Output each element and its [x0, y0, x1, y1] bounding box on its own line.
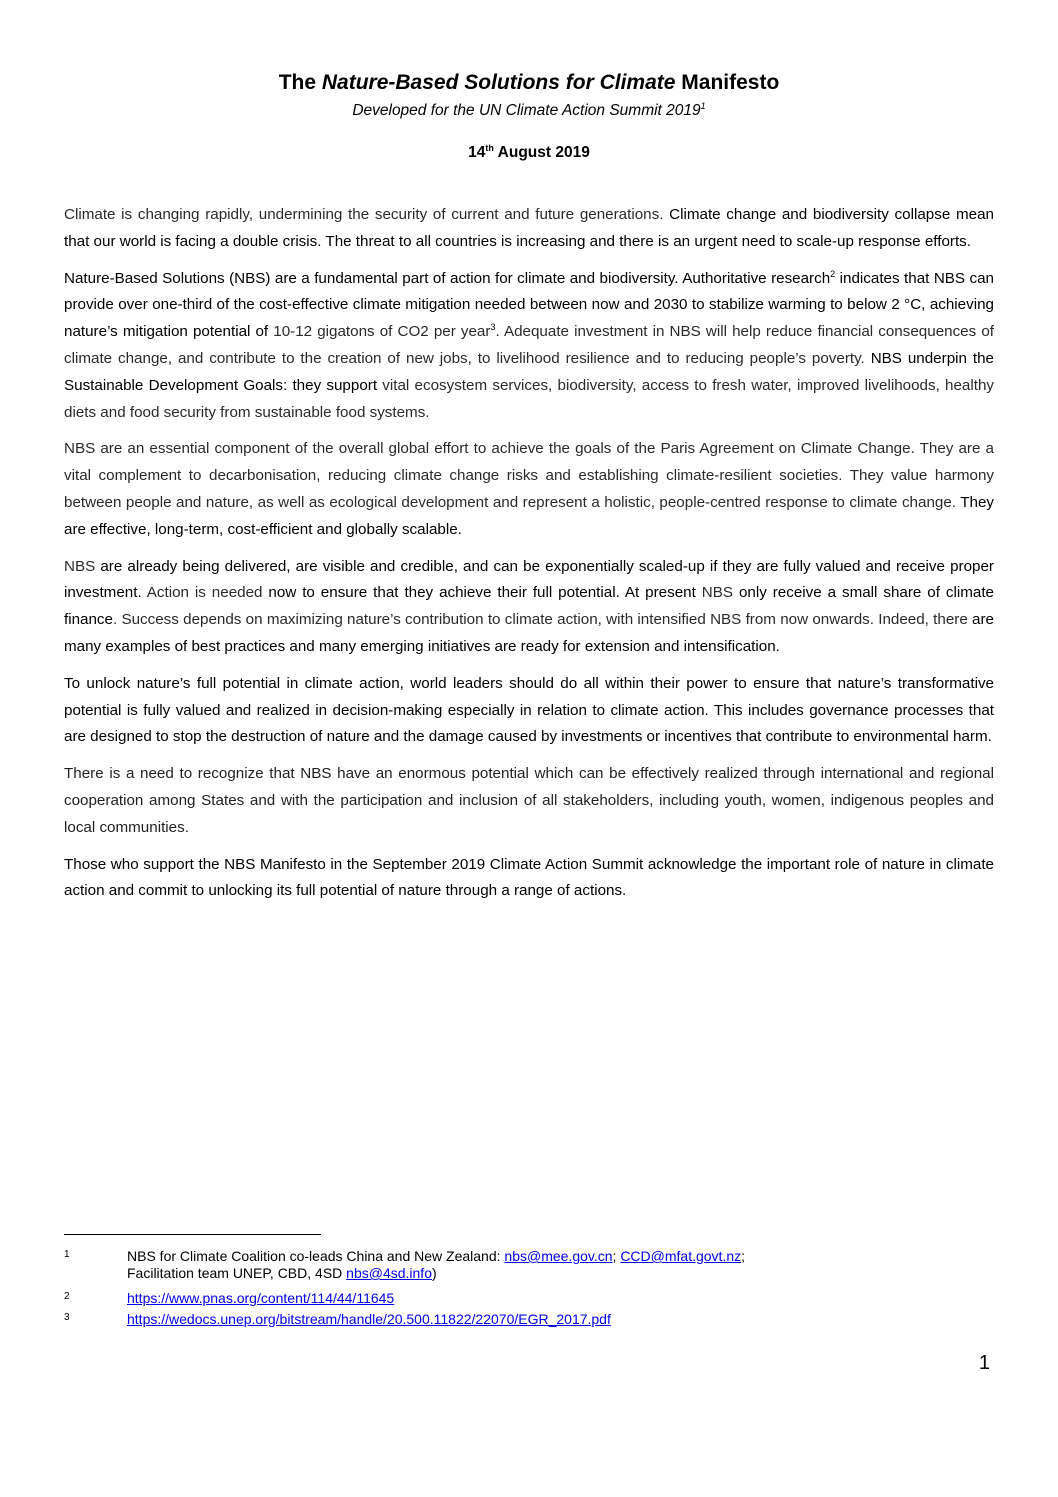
document-subtitle: [64, 100, 994, 122]
p4-text-h: are many examples of best practices and many emerging initiatives are ready for extension and intensification.: [64, 611, 994, 655]
document-title: [64, 70, 994, 96]
p4-text-a: NBS: [64, 557, 101, 575]
document-body: [64, 202, 994, 915]
document-date: [64, 142, 994, 164]
footnote-1-separator-2: ;: [741, 1248, 746, 1264]
p2-text-b: indicates that NBS can provide over one-third of the cost-effective climate mitigation needed between now and 2030 to stabilize warming to below 2 °C, achieving nature’s mitigation potential of: [64, 269, 994, 341]
p2-text-c: 10-12 gigatons of CO2 per year: [273, 323, 491, 341]
paragraph-1: [64, 202, 994, 256]
p4-text-f: only receive a small share of climate finance: [64, 584, 994, 629]
footnote-3: [64, 1311, 994, 1328]
p2-text-d: . Adequate investment in NBS will help reduce financial consequences of climate change, and contribute to the creation of new jobs, to livelihood resilience and to reducing people’s poverty.: [64, 323, 994, 367]
title-block: [64, 70, 994, 164]
pnas-link[interactable]: https://www.pnas.org/content/114/44/11645: [127, 1290, 395, 1306]
footnote-2: [64, 1290, 994, 1307]
p4-text-g: . Success depends on maximizing nature’s contribution to climate action, with intensified NBS from now onwards. Indeed, there: [112, 611, 973, 629]
title-suffix: Manifesto: [675, 71, 780, 94]
footnote-number: 3: [64, 1312, 70, 1323]
paragraph-5: To unlock nature’s full potential in climate action, world leaders should do all within their power to ensure that nature’s transformative potential is fully valued and realized in decision-making especially in relation to climate action. This includes governance processes that are designed to stop the destruction of nature and the damage caused by investments or incentives that contribute to environmental harm.: [64, 674, 994, 746]
p3-text-a: NBS are an essential component of the overall global effort to achieve the goals of the Paris Agreement on Climate Change. They are a vital complement to decarbonisation, reducing climate change risks and establishing climate-resilient societies. They value harmony between people and nature, as well as ecological development and represent a holistic, people-centred response to climate change.: [64, 440, 994, 511]
p4-text-b: are already being delivered, are visible and credible, and can be exponentially scaled-up if they are fully valued and receive proper investment.: [64, 557, 994, 602]
p1-text-b: Climate change and biodiversity collapse mean that our world is facing a double crisis. The threat to all countries is increasing and there is an urgent need to scale-up response efforts.: [64, 206, 994, 250]
p4-text-e: NBS: [695, 584, 739, 602]
footnote-number: 1: [64, 1249, 70, 1260]
footnote-ref-3[interactable]: 3: [490, 322, 496, 333]
footnote-1-separator: ;: [612, 1248, 621, 1264]
footnotes: [64, 1248, 994, 1336]
email-link-mfat[interactable]: CCD@mfat.govt.nz: [620, 1248, 742, 1264]
footnote-1-line-1: [127, 1248, 994, 1265]
footnote-1-text: NBS for Climate Coalition co-leads China and New Zealand:: [127, 1248, 505, 1264]
title-italic-part: Nature-Based Solutions for Climate: [321, 71, 676, 94]
page-number: 1: [978, 1352, 990, 1374]
email-link-mee[interactable]: nbs@mee.gov.cn: [504, 1248, 613, 1264]
date-day: 14: [468, 144, 486, 161]
footnote-ref-1[interactable]: 1: [700, 100, 706, 111]
subtitle-text: Developed for the UN Climate Action Summit 2019: [352, 102, 701, 119]
p3-text-b: They are effective, long-term, cost-efficient and globally scalable.: [64, 493, 994, 538]
paragraph-7: Those who support the NBS Manifesto in the September 2019 Climate Action Summit acknowledge the important role of nature in climate action and commit to unlocking its full potential of nature through a range of actions.: [64, 855, 994, 900]
footnote-1-close: ): [431, 1265, 437, 1281]
p2-text-e: NBS underpin the Sustainable Development Goals: they support: [64, 349, 994, 394]
p2-text-a: Nature-Based Solutions (NBS) are a fundamental part of action for climate and biodiversity. Authoritative research: [64, 269, 831, 287]
date-ordinal: th: [485, 142, 494, 153]
paragraph-2: [64, 266, 994, 427]
footnote-number: 2: [64, 1291, 70, 1302]
footnote-1-text-2: Facilitation team UNEP, CBD, 4SD: [127, 1265, 347, 1281]
footnote-1: [64, 1248, 994, 1282]
date-month-year: August 2019: [493, 144, 590, 161]
p2-text-f: vital ecosystem services, biodiversity, access to fresh water, improved livelihoods, healthy diets and food security from sustainable food systems.: [64, 376, 995, 421]
paragraph-4: [64, 554, 994, 661]
p4-text-d: now to ensure that they achieve their full potential. At present: [268, 584, 696, 602]
footnote-ref-2[interactable]: 2: [830, 268, 836, 279]
footnote-separator: [64, 1234, 321, 1235]
footnote-1-line-2: [127, 1265, 994, 1282]
paragraph-6: There is a need to recognize that NBS have an enormous potential which can be effectively realized through international and regional cooperation among States and with the participation and inclusion of all stakeholders, including youth, women, indigenous peoples and local communities.: [64, 765, 994, 836]
title-prefix: The: [278, 71, 322, 94]
unep-report-link[interactable]: https://wedocs.unep.org/bitstream/handle/20.500.11822/22070/EGR_2017.pdf: [127, 1311, 611, 1327]
p4-text-c: Action is needed: [141, 584, 269, 602]
paragraph-3: [64, 436, 994, 543]
p1-text-a: Climate is changing rapidly, undermining the security of current and future generations.: [64, 206, 670, 223]
email-link-4sd[interactable]: nbs@4sd.info: [346, 1265, 432, 1281]
